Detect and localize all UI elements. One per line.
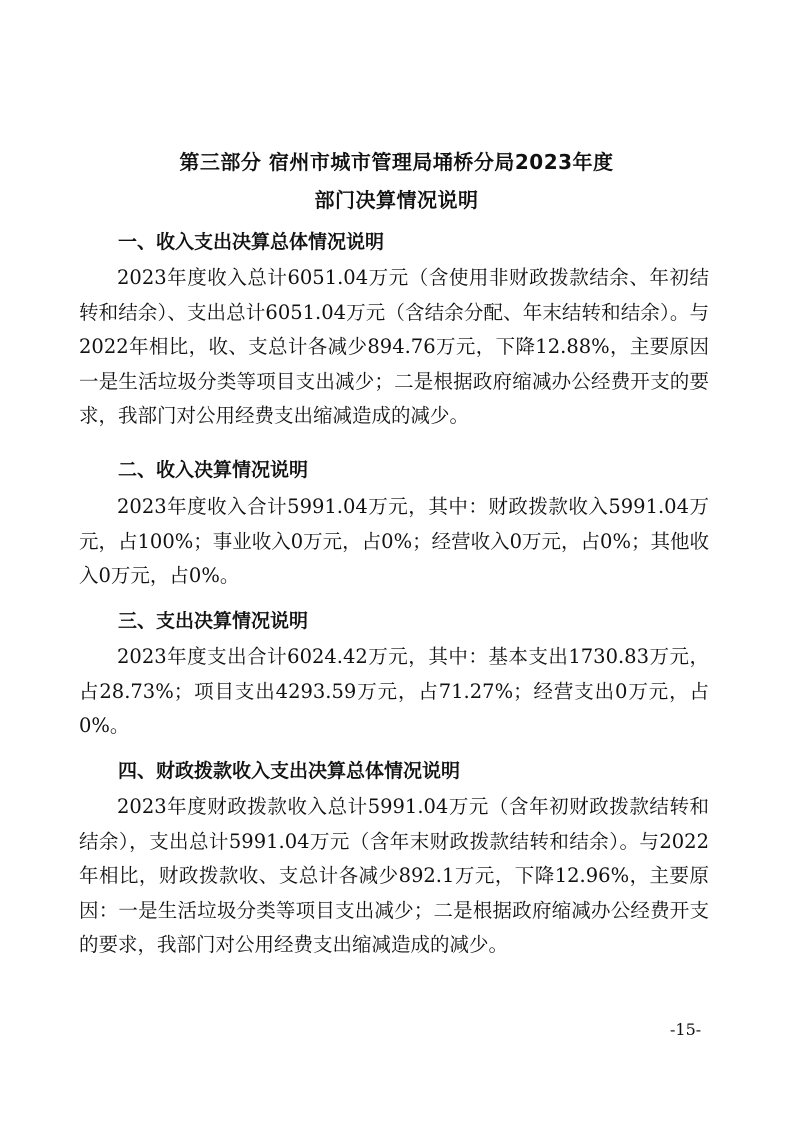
section-1-paragraph: 2023年度收入总计6051.04万元（含使用非财政拨款结余、年初结转和结余）、支出总计6051.04万元（含结余分配、年末结转和结余）。与2022年相比，收、支总计各减少894.76万元，下降12.88%，主要原因一是生活垃圾分类等项目支出减少；二是根据政府缩减办公经费开支的要求，我部门对公用经费支出缩减造成的减少。	[79, 266, 709, 427]
page-number: -15-	[670, 1020, 702, 1039]
section-3-heading: 三、支出决算情况说明	[118, 610, 309, 632]
section-1-heading: 一、收入支出决算总体情况说明	[118, 231, 385, 253]
section-3-paragraph: 2023年度支出合计6024.42万元，其中：基本支出1730.83万元，占28.73%；项目支出4293.59万元，占71.27%；经营支出0万元，占0%。	[79, 645, 709, 737]
page-title-line-1: 第三部分 宿州市城市管理局埇桥分局2023年度	[179, 150, 614, 174]
page-title-line-2: 部门决算情况说明	[314, 188, 479, 212]
section-4-paragraph: 2023年度财政拨款收入总计5991.04万元（含年初财政拨款结转和结余），支出总计5991.04万元（含年末财政拨款结转和结余）。与2022年相比，财政拨款收、支总计各减少892.1万元，下降12.96%，主要原因：一是生活垃圾分类等项目支出减少；二是根据政府缩减办公经费开支的要求，我部门对公用经费支出缩减造成的减少。	[79, 795, 709, 956]
section-2-paragraph: 2023年度收入合计5991.04万元，其中：财政拨款收入5991.04万元，占100%；事业收入0万元，占0%；经营收入0万元，占0%；其他收入0万元，占0%。	[79, 495, 709, 587]
section-4-heading: 四、财政拨款收入支出决算总体情况说明	[118, 760, 461, 782]
section-2-heading: 二、收入决算情况说明	[118, 459, 309, 481]
